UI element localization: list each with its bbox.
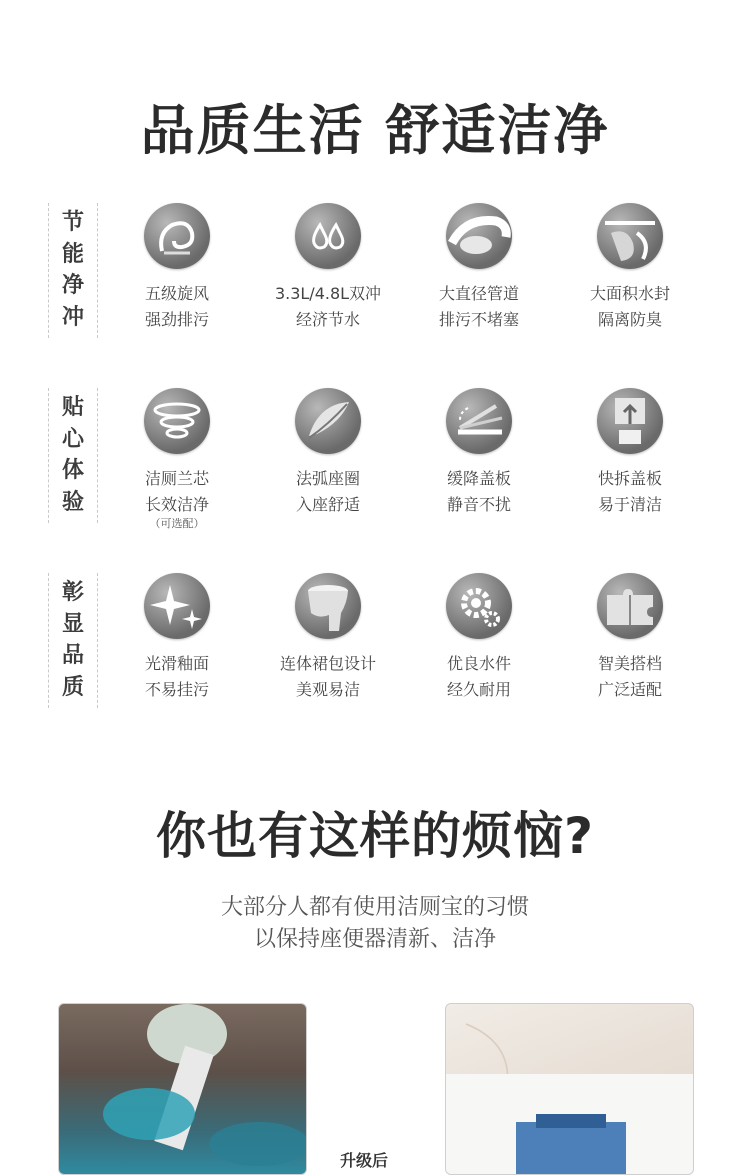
- feature-item: [555, 203, 705, 333]
- arc-seat-ring-icon: [295, 388, 361, 454]
- section-label-char: 冲: [61, 304, 84, 330]
- water-drops-icon: [295, 203, 361, 269]
- swirl-flush-icon: [144, 203, 210, 269]
- section-label-char: 能: [61, 241, 84, 267]
- feature-title: 智美搭档: [597, 654, 662, 673]
- feature-section-energy-saving: [48, 203, 698, 343]
- problem-title: 你也有这样的烦恼?: [155, 807, 594, 865]
- feature-title: 法弧座圈: [295, 469, 360, 488]
- feature-title: 五级旋风: [144, 284, 209, 303]
- feature-title: 快拆盖板: [597, 469, 662, 488]
- feature-desc: 排污不堵塞: [438, 310, 519, 329]
- water-seal-icon: [597, 203, 663, 269]
- puzzle-match-icon: [597, 573, 663, 639]
- feature-desc: 易于清洁: [597, 495, 662, 514]
- feature-title: 3.3L/4.8L双冲: [274, 284, 382, 303]
- section-label-char: 心: [61, 426, 84, 452]
- feature-item: [102, 203, 252, 333]
- section-label-char: 节: [61, 210, 84, 236]
- soft-close-lid-icon: [446, 388, 512, 454]
- feature-desc: 静音不扰: [446, 495, 511, 514]
- feature-item: [555, 388, 705, 518]
- section-label: [48, 573, 98, 708]
- feature-item: [404, 573, 554, 703]
- tank-photo-before: [58, 1003, 307, 1175]
- feature-title: 洁厕兰芯: [144, 469, 209, 488]
- section-label-char: 品: [61, 643, 84, 669]
- feature-section-quality: [48, 573, 698, 713]
- feature-title: 大面积水封: [589, 284, 670, 303]
- feature-item: [555, 573, 705, 703]
- problem-line-1: 大部分人都有使用洁厕宝的习惯: [220, 895, 529, 920]
- page-title: 品质生活 舒适洁净: [140, 99, 610, 162]
- feature-item: [253, 203, 403, 333]
- feature-note: （可选配）: [149, 517, 205, 530]
- feature-item: [102, 388, 252, 530]
- section-label-char: 彰: [61, 580, 84, 606]
- problem-line-2: 以保持座便器清新、洁净: [253, 927, 496, 952]
- tank-photo-after: [445, 1003, 694, 1175]
- upgrade-label: 升级后: [340, 1151, 389, 1170]
- feature-desc: 经济节水: [295, 310, 360, 329]
- feature-section-comfort: [48, 388, 698, 528]
- feature-title: 缓降盖板: [446, 469, 511, 488]
- section-label-char: 贴: [61, 395, 84, 421]
- large-pipe-icon: [446, 203, 512, 269]
- feature-item: [253, 573, 403, 703]
- sparkle-glaze-icon: [144, 573, 210, 639]
- section-label-char: 体: [61, 458, 84, 484]
- feature-item: [404, 388, 554, 518]
- quick-release-lid-icon: [597, 388, 663, 454]
- gear-fittings-icon: [446, 573, 512, 639]
- feature-desc: 不易挂污: [144, 680, 209, 699]
- feature-title: 优良水件: [446, 654, 511, 673]
- feature-desc: 隔离防臭: [597, 310, 662, 329]
- feature-desc: 广泛适配: [597, 680, 662, 699]
- feature-title: 连体裙包设计: [279, 654, 376, 673]
- feature-item: [404, 203, 554, 333]
- section-label: [48, 203, 98, 338]
- feature-item: [253, 388, 403, 518]
- feature-desc: 入座舒适: [295, 495, 360, 514]
- feature-item: [102, 573, 252, 703]
- section-label-char: 净: [61, 273, 84, 299]
- feature-desc: 强劲排污: [144, 310, 209, 329]
- section-label-char: 显: [61, 611, 84, 637]
- feature-desc: 美观易洁: [295, 680, 360, 699]
- feature-desc: 长效洁净: [144, 495, 209, 514]
- section-label-char: 验: [61, 489, 84, 515]
- section-label-char: 质: [61, 674, 84, 700]
- section-label: [48, 388, 98, 523]
- feature-title: 光滑釉面: [144, 654, 209, 673]
- cleaning-core-icon: [144, 388, 210, 454]
- feature-title: 大直径管道: [438, 284, 519, 303]
- feature-desc: 经久耐用: [446, 680, 511, 699]
- skirted-toilet-icon: [295, 573, 361, 639]
